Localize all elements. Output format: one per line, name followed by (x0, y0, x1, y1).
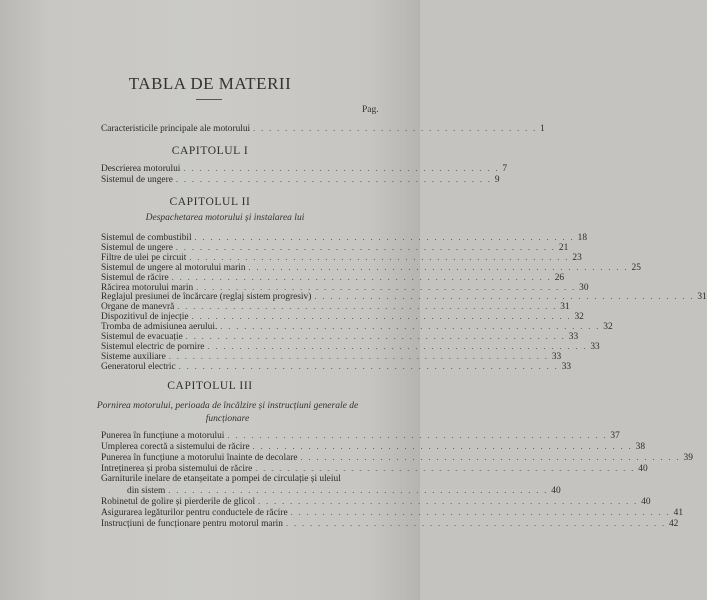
toc-entry-text: din sistem (127, 486, 166, 496)
page-title: TABLA DE MATERII (128, 74, 292, 93)
toc-entry: Reglajul presiunei de încărcare (reglaj sistem progresiv) . . . . . . . . . . . . . . . . . . . . . . . . . . . . . . . . . . . . . . . . . . . . . . . . 31 (101, 292, 707, 303)
toc-page-number: 21 (558, 242, 569, 253)
chapter-heading: CAPITOLUL III (167, 380, 253, 392)
toc-entry: Garniturile inelare de etanșeitate a pompei de circulație și uleiul din sistem . . . . . . . . . . . . . . . . . . . . . . . . . . . . . . . . . . . . . . . . . . . . . . . . 40 (101, 474, 561, 496)
toc-entry: Dispozitivul de injecție . . . . . . . . . . . . . . . . . . . . . . . . . . . . . . . . . . . . . . . . . . . . . . . . 32 (101, 312, 584, 323)
toc-entry: Intreținerea și proba sistemului de răcire . . . . . . . . . . . . . . . . . . . . . . . . . . . . . . . . . . . . . . . . . . . . . . . . 40 (101, 464, 648, 474)
chapter-subtitle: Despachetarea motorului și instalarea lui (145, 213, 305, 223)
toc-page-number: 40 (638, 464, 648, 474)
toc-entry: Sistemul de ungere al motorului marin . . . . . . . . . . . . . . . . . . . . . . . . . . . . . . . . . . . . . . . . . . . . . . . . 25 (101, 262, 641, 273)
toc-page-number: 31 (560, 302, 570, 313)
toc-entry-text: Asigurarea legăturilor pentru conductele de răcire (101, 508, 288, 518)
toc-entry-text: Garniturile inelare de etanșeitate a pompei de circulație și uleiul (101, 474, 341, 484)
toc-page-number: 32 (603, 322, 613, 333)
toc-page-number: 33 (561, 361, 572, 372)
toc-entry: Sistemul de combustibil . . . . . . . . . . . . . . . . . . . . . . . . . . . . . . . . . . . . . . . . . . . . . . . . 18 (101, 233, 587, 243)
toc-entry: Punerea în funcțiune a motorului înainte de decolare . . . . . . . . . . . . . . . . . . . . . . . . . . . . . . . . . . . . . . . . . . . . . . . . 39 (101, 453, 693, 463)
toc-entry-text: Dispozitivul de injecție (101, 312, 189, 323)
toc-entry: Filtre de ulei pe circuit . . . . . . . . . . . . . . . . . . . . . . . . . . . . . . . . . . . . . . . . . . . . . . . . 23 (101, 252, 582, 263)
chapter-heading: CAPITOLUL I (171, 145, 249, 157)
toc-page-number: 40 (641, 497, 651, 507)
chapter-subtitle-line: Pornirea motorului, perioada de încălzire și instrucțiuni generale de (96, 401, 359, 411)
toc-page-number: 33 (551, 351, 562, 362)
toc-entry: Răcirea motorului marin . . . . . . . . . . . . . . . . . . . . . . . . . . . . . . . . . . . . . . . . . . . . . . . . 30 (101, 282, 589, 293)
toc-entry-text: Sistemul electric de pornire (101, 341, 205, 352)
toc-page-number: 26 (554, 272, 565, 283)
toc-entry-text: Generatorul electric (101, 361, 176, 372)
toc-page-number: 25 (631, 262, 641, 273)
toc-entry: Instrucțiuni de funcționare pentru motorul marin . . . . . . . . . . . . . . . . . . . . . . . . . . . . . . . . . . . . . . . . . . . . . . . . 42 (101, 519, 679, 529)
toc-entry: Sistemul de ungere . . . . . . . . . . . . . . . . . . . . . . . . . . . . . . . . . . . . . . . . . . . . . . . . 21 (101, 242, 569, 253)
toc-entry-text: Sistemul de combustibil (101, 233, 192, 243)
toc-entry: Generatorul electric . . . . . . . . . . . . . . . . . . . . . . . . . . . . . . . . . . . . . . . . . . . . . . . . 33 (101, 361, 572, 372)
toc-entry-text: Sistemul de ungere al motorului marin (101, 262, 246, 273)
toc-page-number: 33 (590, 341, 600, 352)
toc-page-number: 41 (673, 508, 684, 518)
toc-page-number: 32 (574, 312, 584, 323)
toc-entry-text: Organe de manevră (101, 302, 175, 313)
chapter-subtitle-line: funcționare (205, 414, 250, 424)
chapter-heading: CAPITOLUL II (169, 196, 251, 208)
chapter-subtitle (95, 400, 360, 426)
toc-page-number: 23 (572, 252, 582, 263)
title-divider (196, 99, 222, 100)
toc-entry: Umplerea corectă a sistemului de răcire . . . . . . . . . . . . . . . . . . . . . . . . . . . . . . . . . . . . . . . . . . . . . . . . 38 (101, 442, 645, 452)
toc-entry-text: Reglajul presiunei de încărcare (reglaj sistem progresiv) (101, 292, 312, 303)
toc-entry: Sisteme auxiliare . . . . . . . . . . . . . . . . . . . . . . . . . . . . . . . . . . . . . . . . . . . . . . . . 33 (101, 351, 562, 362)
toc-entry-text: Sistemul de evacuație (101, 332, 183, 342)
toc-entry-text: Sistemul de răcire (101, 272, 169, 283)
toc-entry-text: Punerea în funcțiune a motorului înainte de decolare (101, 453, 298, 463)
toc-entry: Sistemul electric de pornire . . . . . . . . . . . . . . . . . . . . . . . . . . . . . . . . . . . . . . . . . . . . . . . . 33 (101, 341, 600, 352)
toc-entry: Robinetul de golire și pierderile de glicol . . . . . . . . . . . . . . . . . . . . . . . . . . . . . . . . . . . . . . . . . . . . . . . . 40 (101, 497, 651, 507)
toc-entry: Asigurarea legăturilor pentru conductele de răcire . . . . . . . . . . . . . . . . . . . . . . . . . . . . . . . . . . . . . . . . . . . . . . . . 41 (101, 508, 684, 518)
toc-entry: Caracteristicile principale ale motorului . . . . . . . . . . . . . . . . . . . . . . . . . . . . . . . . . . . . 1 (101, 124, 545, 134)
toc-page-number: 42 (668, 519, 679, 529)
toc-page-number: 40 (551, 486, 561, 496)
toc-page-number: 38 (635, 442, 645, 452)
toc-page-number: 39 (683, 453, 693, 463)
toc-entry-text: Filtre de ulei pe circuit (101, 252, 187, 263)
page-column-header: Pag. (362, 105, 379, 115)
toc-entry-text: Umplerea corectă a sistemului de răcire (101, 442, 250, 452)
toc-entry: Organe de manevră . . . . . . . . . . . . . . . . . . . . . . . . . . . . . . . . . . . . . . . . . . . . . . . . 31 (101, 302, 570, 313)
toc-page-number: 33 (568, 332, 579, 342)
toc-entry-text: Punerea în funcțiune a motorului (101, 431, 225, 441)
toc-entry-text: Sistemul de ungere (101, 242, 173, 253)
toc-entry-text: Intreținerea și proba sistemului de răcire (101, 464, 253, 474)
toc-entry: Sistemul de ungere . . . . . . . . . . . . . . . . . . . . . . . . . . . . . . . . . . . . . . . . 9 (101, 175, 500, 185)
toc-entry: Punerea în funcțiune a motorului . . . . . . . . . . . . . . . . . . . . . . . . . . . . . . . . . . . . . . . . . . . . . . . . 37 (101, 431, 620, 441)
toc-entry-text: Instrucțiuni de funcționare pentru motorul marin (101, 519, 283, 529)
toc-page-number: 18 (577, 233, 587, 243)
toc-page-number: 37 (610, 431, 620, 441)
toc-entry: Descrierea motorului . . . . . . . . . . . . . . . . . . . . . . . . . . . . . . . . . . . . . . . . 7 (101, 164, 508, 174)
toc-entry: Tromba de admisiunea aerului. . . . . . . . . . . . . . . . . . . . . . . . . . . . . . . . . . . . . . . . . . . . . . . . . 32 (101, 322, 613, 333)
toc-page-number: 30 (579, 282, 589, 293)
toc-entry: Sistemul de evacuație . . . . . . . . . . . . . . . . . . . . . . . . . . . . . . . . . . . . . . . . . . . . . . . . 33 (101, 332, 579, 342)
toc-entry: Sistemul de răcire . . . . . . . . . . . . . . . . . . . . . . . . . . . . . . . . . . . . . . . . . . . . . . . . 26 (101, 272, 565, 283)
toc-entry-text: Răcirea motorului marin (101, 282, 194, 293)
toc-page-number: 31 (697, 292, 707, 303)
toc-entry-text: Sisteme auxiliare (101, 351, 166, 362)
toc-entry-text: Robinetul de golire și pierderile de glicol (101, 497, 256, 507)
toc-entry-text: Tromba de admisiunea aerului. (101, 322, 218, 333)
